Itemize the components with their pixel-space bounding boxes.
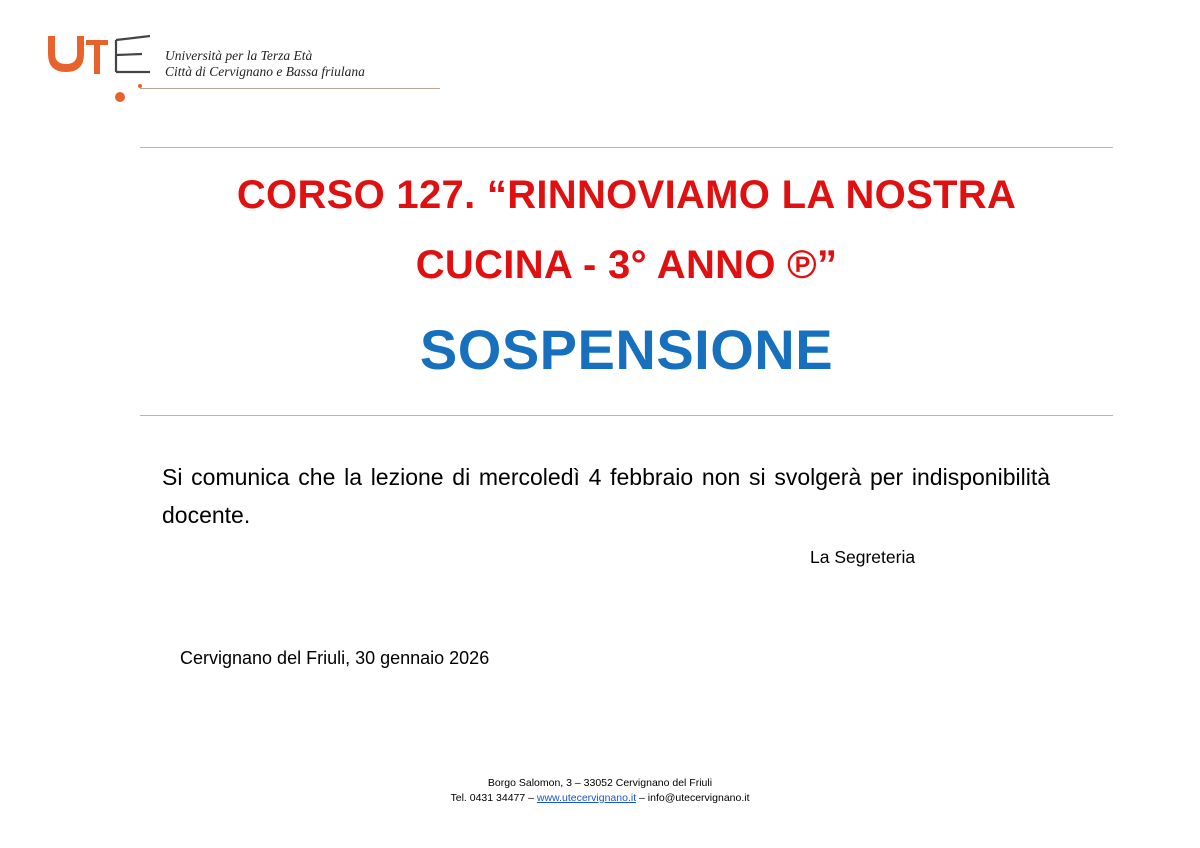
header-rule xyxy=(140,88,440,89)
footer-phone: Tel. 0431 34477 – xyxy=(450,792,537,804)
footer-contacts xyxy=(0,791,1200,806)
course-title-line2: CUCINA - 3° ANNO ℗” xyxy=(415,243,838,287)
signature: La Segreteria xyxy=(810,547,916,567)
ute-logo xyxy=(44,28,164,108)
place-date: Cervignano del Friuli, 30 gennaio 2026 xyxy=(180,648,490,668)
top-separator xyxy=(140,147,1113,148)
organization-name-line2: Città di Cervignano e Bassa friulana xyxy=(165,64,365,79)
footer xyxy=(0,776,1200,806)
website-link[interactable]: www.utecervignano.it xyxy=(536,792,637,804)
bottom-separator xyxy=(140,415,1113,416)
suspension-headline: SOSPENSIONE xyxy=(419,318,834,381)
organization-name xyxy=(165,48,365,80)
course-title-line1: CORSO 127. “RINNOVIAMO LA NOSTRA xyxy=(236,173,1017,217)
footer-address: Borgo Salomon, 3 – 33052 Cervignano del Friuli xyxy=(487,777,713,789)
footer-email: – info@utecervignano.it xyxy=(636,792,750,804)
organization-name-line1: Università per la Terza Età xyxy=(165,48,313,63)
notice-message: Si comunica che la lezione di mercoledì 4 febbraio non si svolgerà per indisponibilità docente. xyxy=(162,464,1050,528)
